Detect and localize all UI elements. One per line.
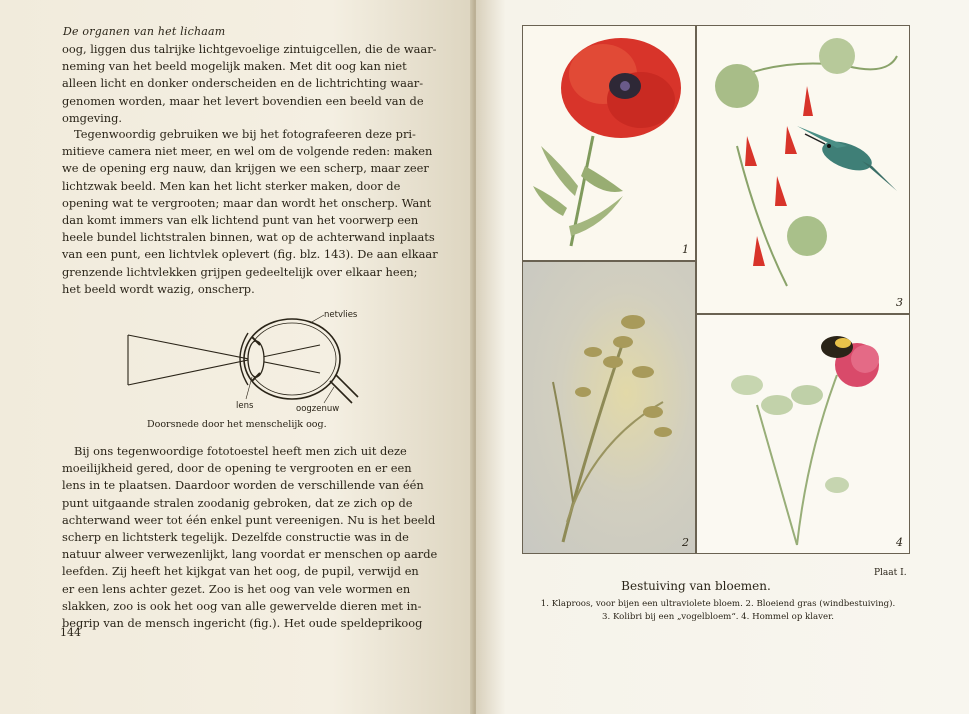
- plate-legend: [498, 598, 938, 624]
- running-head: De organen van het lichaam: [63, 25, 226, 38]
- text-line: moeilijkheid gered, door de opening te vergrooten en er een: [62, 461, 412, 476]
- text-line: heele bundel lichtstralen binnen, wat op de achterwand inplaats: [62, 230, 435, 245]
- plate-title: Bestuiving van bloemen.: [621, 579, 771, 593]
- color-plate-grid: [522, 25, 910, 555]
- text-line: lens in te plaatsen. Daardoor worden de verschillende van één: [62, 478, 424, 493]
- text-line: omgeving.: [62, 110, 123, 125]
- plate-hummingbird: [696, 25, 910, 314]
- text-line: Tegenwoordig gebruiken we bij het fotografeeren deze pri-: [74, 127, 416, 141]
- page-number: 144: [60, 626, 81, 639]
- text-line: mitieve camera niet meer, en wel om de volgende reden: maken: [62, 144, 433, 159]
- text-line: oog, liggen dus talrijke lichtgevoelige zintuigcellen, die de waar-: [62, 42, 437, 56]
- plate-label: Plaat I.: [874, 568, 907, 578]
- lens-shape: [248, 341, 264, 377]
- plate-number: 1: [682, 243, 689, 256]
- text-line: opening wat te vergrooten; maar dan wordt het onscherp. Want: [62, 195, 432, 210]
- label-netvlies: netvlies: [324, 310, 358, 320]
- text-line: alleen licht en donker onderscheiden en de lichtrichting waar-: [62, 76, 424, 91]
- text-line: lichtzwak beeld. Men kan het licht sterker maken, door de: [62, 178, 401, 193]
- text-line: we de opening erg nauw, dan krijgen we een scherp, maar zeer: [62, 161, 429, 176]
- pointer-line: [310, 315, 324, 323]
- text-line: het beeld wordt wazig, onscherp.: [62, 281, 255, 296]
- plate-number: 4: [896, 536, 903, 549]
- light-ray: [128, 345, 320, 385]
- figure-caption: Doorsnede door het menschelijk oog.: [147, 419, 327, 430]
- text-line: achterwand weer tot één enkel punt vereenigen. Nu is het beeld: [62, 512, 436, 527]
- text-line: punt uitgaande stralen zoodanig gebroken, dat ze zich op de: [62, 495, 413, 510]
- text-line: leefden. Zij heeft het kijkgat van het oog, de pupil, verwijd en: [62, 564, 419, 579]
- poppy-illustration: [523, 26, 695, 260]
- text-line: er een lens achter gezet. Zoo is het oog van vele wormen en: [62, 581, 411, 596]
- text-line: natuur alweer verwezenlijkt, lang voordat er menschen op aarde: [62, 547, 438, 562]
- text-line: neming van het beeld mogelijk maken. Met dit oog kan niet: [62, 59, 407, 74]
- light-ray: [128, 335, 320, 373]
- plate-clover-bumblebee: [696, 314, 910, 554]
- hummingbird-illustration: [697, 26, 909, 313]
- text-line: slakken, zoo is ook het oog van alle gewervelde dieren met in-: [62, 598, 422, 613]
- paragraph-1: [62, 41, 437, 127]
- legend-line: 1. Klaproos, voor bijen een ultraviolete bloem. 2. Bloeiend gras (windbestuiving).: [540, 599, 896, 609]
- plate-number: 3: [896, 296, 903, 309]
- text-line: genomen worden, maar het levert bovendien een beeld van de: [62, 93, 424, 108]
- text-line: grenzende lichtvlekken grijpen gedeeltelijk over elkaar heen;: [62, 264, 418, 279]
- text-line: van een punt, een lichtvlek oplevert (fig. blz. 143). De aan elkaar: [62, 247, 438, 262]
- text-line: begrip van de mensch ingericht (fig.). Het oude speldeprikoog: [62, 616, 423, 631]
- text-line: dan komt immers van elk lichtend punt van het voorwerp een: [62, 213, 419, 228]
- paragraph-2: [62, 126, 438, 298]
- text-line: Bij ons tegenwoordige fototoestel heeft men zich uit deze: [74, 444, 407, 458]
- grass-illustration: [523, 262, 695, 553]
- pointer-line: [324, 387, 334, 403]
- plate-poppy: [522, 25, 696, 261]
- clover-illustration: [697, 315, 909, 553]
- pointer-line: [246, 377, 252, 399]
- left-page: [0, 0, 474, 714]
- legend-line: 3. Kolibri bij een „vogelbloem“. 4. Hommel op klaver.: [602, 612, 834, 622]
- plate-grass: [522, 261, 696, 554]
- paragraph-3: [62, 443, 438, 632]
- right-page: [476, 0, 969, 714]
- label-lens: lens: [236, 401, 254, 411]
- label-oogzenuw: oogzenuw: [296, 404, 340, 414]
- plate-number: 2: [682, 536, 689, 549]
- eye-cross-section-figure: [120, 307, 370, 417]
- text-line: scherp en lichtsterk tegelijk. Dezelfde constructie was in de: [62, 530, 409, 545]
